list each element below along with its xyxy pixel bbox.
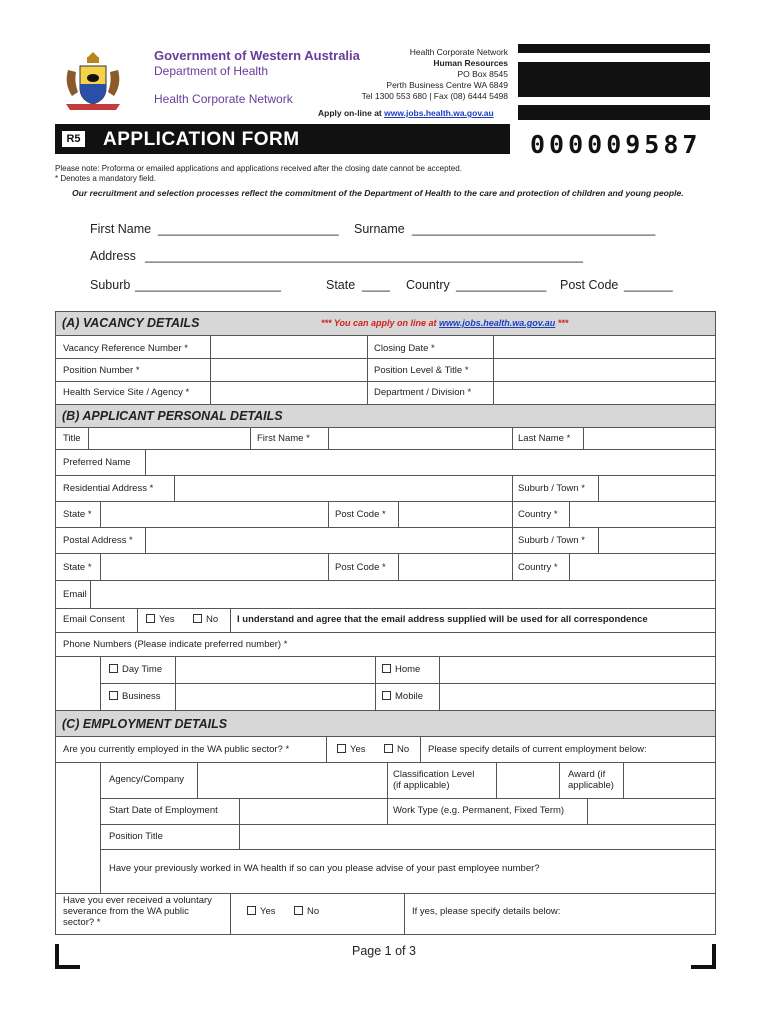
day-time-option[interactable] [109,664,162,675]
checkbox-icon [193,614,202,623]
day-time-phone-field[interactable] [176,657,374,683]
section-a-title: (A) VACANCY DETAILS [62,316,200,330]
severance-question-line: sector? * [63,917,101,928]
checkbox-icon [109,691,118,700]
checkbox-icon [294,906,303,915]
classification-field[interactable] [497,763,558,798]
title-field[interactable] [89,429,249,449]
business-phone-field[interactable] [176,684,374,710]
mobile-option[interactable] [382,691,423,702]
employed-no-label: No [397,744,410,755]
gov-wa-title: Government of Western Australia [154,48,360,63]
post-code-label-b: Post Code * [335,509,386,520]
position-level-field[interactable] [494,359,714,381]
vacancy-ref-label: Vacancy Reference Number * [63,343,188,354]
severance-yes[interactable] [247,906,276,917]
last-name-field[interactable] [584,429,714,449]
residential-address-label: Residential Address * [63,483,154,494]
business-label: Business [122,691,161,702]
network-title: Health Corporate Network [154,92,293,106]
severance-question [63,895,212,928]
suburb-town-label: Suburb / Town * [518,483,585,494]
apply-online-prefix: Apply on-line at [318,108,385,118]
checkbox-icon [384,744,393,753]
start-date-field[interactable] [240,799,386,824]
checkbox-icon [382,664,391,673]
address-line: PO Box 8545 [457,69,508,79]
wa-coat-of-arms-icon [60,48,126,114]
department-title: Department of Health [154,64,269,78]
preferred-name-label: Preferred Name [63,457,131,468]
section-c-title: (C) EMPLOYMENT DETAILS [62,717,228,731]
address-label: Address [90,249,136,263]
redaction-bar [518,44,710,53]
residential-address-field[interactable] [175,476,511,501]
state-label: State [326,278,356,292]
position-title-label: Position Title [109,831,163,842]
first-name-line[interactable]: __________________________ [158,222,339,236]
first-name-label-b: First Name * [257,433,310,444]
classification-label [393,769,474,791]
department-field[interactable] [494,382,714,404]
crop-mark [55,965,80,969]
postal-address-field[interactable] [146,528,511,553]
country-label-b: Country * [518,509,558,520]
email-consent-no-label: No [206,614,219,625]
employed-yes-label: Yes [350,744,366,755]
suburb-label: Suburb [90,278,131,292]
position-level-label: Position Level & Title * [374,365,469,376]
email-field[interactable] [91,581,714,608]
section-c-header [56,710,715,737]
section-b-title: (B) APPLICANT PERSONAL DETAILS [62,409,283,423]
work-type-label: Work Type (e.g. Permanent, Fixed Term) [393,805,565,816]
online-apply-note [321,318,568,328]
severance-no-label: No [307,906,320,917]
address-line: Health Corporate Network [409,47,508,57]
contact-address [328,47,508,102]
last-name-label: Last Name * [518,433,571,444]
country-label: Country [406,278,450,292]
award-field[interactable] [624,763,714,798]
mobile-phone-field[interactable] [440,684,714,710]
checkbox-icon [337,744,346,753]
state-line[interactable]: ____ [362,278,390,292]
residential-suburb-field[interactable] [599,476,714,501]
form-code-badge: R5 [62,131,85,147]
email-consent-yes-label: Yes [159,614,175,625]
classification-label-line: Classification Level [393,769,475,780]
award-label [568,769,614,791]
severance-question-line: Have you ever received a voluntary [63,895,212,906]
department-label: Department / Division * [374,387,472,398]
surname-line[interactable]: ___________________________________ [412,222,656,236]
agency-field[interactable] [198,763,386,798]
suburb-line[interactable]: _____________________ [135,278,281,292]
mobile-label: Mobile [395,691,423,702]
closing-date-label: Closing Date * [374,343,435,354]
postal-suburb-field[interactable] [599,528,714,553]
day-time-label: Day Time [122,664,163,675]
online-apply-suffix: *** [555,318,569,328]
severance-question-line: severance from the WA public [63,906,189,917]
page-number: Page 1 of 3 [352,944,416,958]
postal-suburb-label: Suburb / Town * [518,535,585,546]
postal-state-field[interactable] [101,554,327,580]
commitment-statement: Our recruitment and selection processes reflect the commitment of the Department of Health to the care and protection of children and young people. [72,188,684,198]
award-label-line: applicable) [568,780,614,791]
residential-post-code-field[interactable] [399,502,511,527]
online-apply-link[interactable]: www.jobs.health.wa.gov.au [439,318,556,328]
redaction-bar [518,62,710,97]
work-type-field[interactable] [588,799,714,824]
home-phone-field[interactable] [440,657,714,683]
title-label: Title [63,433,81,444]
section-a-header [56,312,715,336]
application-form-table [55,311,716,935]
first-name-field[interactable] [329,429,511,449]
previously-worked-question: Have your previously worked in WA health if so can you please advise of your past employee number? [109,863,540,874]
preferred-name-field[interactable] [146,450,714,475]
postal-country-field[interactable] [570,554,714,580]
checkbox-icon [109,664,118,673]
redaction-bar [518,105,710,120]
apply-online-note [318,108,494,118]
residential-country-field[interactable] [570,502,714,527]
post-code-line[interactable]: _______ [624,278,673,292]
position-title-field[interactable] [240,825,714,849]
serial-number: 000009587 [530,130,702,159]
crop-mark [691,965,716,969]
severance-no[interactable] [294,906,319,917]
severance-yes-label: Yes [260,906,276,917]
postal-country-label: Country * [518,562,558,573]
severance-details-label: If yes, please specify details below: [412,906,561,917]
employed-yes[interactable] [337,744,366,755]
classification-label-line: (if applicable) [393,780,450,791]
employed-no[interactable] [384,744,409,755]
residential-state-field[interactable] [101,502,327,527]
checkbox-icon [247,906,256,915]
address-line: Perth Business Centre WA 6849 [386,80,508,90]
email-consent-text: I understand and agree that the email address supplied will be used for all correspondence [237,614,648,625]
agency-label: Agency/Company [109,774,184,785]
home-label: Home [395,664,421,675]
online-apply-prefix: *** You can apply on line at [321,318,440,328]
position-number-field[interactable] [211,359,366,381]
postal-address-label: Postal Address * [63,535,133,546]
employment-specify-label: Please specify details of current employment below: [428,744,647,755]
health-site-field[interactable] [211,382,366,404]
post-code-label: Post Code [560,278,619,292]
phone-numbers-label: Phone Numbers (Please indicate preferred number) * [63,639,288,650]
health-site-label: Health Service Site / Agency * [63,387,190,398]
employed-question: Are you currently employed in the WA public sector? * [63,744,290,755]
email-consent-yes[interactable] [146,614,175,625]
address-line: Tel 1300 553 680 | Fax (08) 6444 5498 [361,91,508,101]
position-number-label: Position Number * [63,365,140,376]
postal-state-label: State * [63,562,92,573]
address-line-field[interactable]: _______________________________________________________________ [145,249,583,263]
country-line[interactable]: _____________ [456,278,547,292]
surname-label: Surname [354,222,405,236]
award-label-line: Award (if [568,769,606,780]
email-consent-no[interactable] [193,614,218,625]
checkbox-icon [146,614,155,623]
first-name-label: First Name [90,222,152,236]
state-label-b: State * [63,509,92,520]
postal-post-code-field[interactable] [399,554,511,580]
email-consent-label: Email Consent [63,614,125,625]
section-b-header [56,404,715,428]
home-option[interactable] [382,664,420,675]
checkbox-icon [382,691,391,700]
form-title: APPLICATION FORM [103,129,300,150]
jobs-link[interactable]: www.jobs.health.wa.gov.au [384,108,494,118]
proforma-note: Please note: Proforma or emailed applications and applications received after the closing date cannot be accepted. [55,164,462,173]
closing-date-field[interactable] [494,337,714,358]
vacancy-ref-field[interactable] [211,337,366,358]
address-line: Human Resources [433,58,508,68]
email-label: Email [63,589,87,600]
postal-post-code-label: Post Code * [335,562,386,573]
business-option[interactable] [109,691,161,702]
start-date-label: Start Date of Employment [109,805,218,816]
mandatory-note: * Denotes a mandatory field. [55,174,156,183]
